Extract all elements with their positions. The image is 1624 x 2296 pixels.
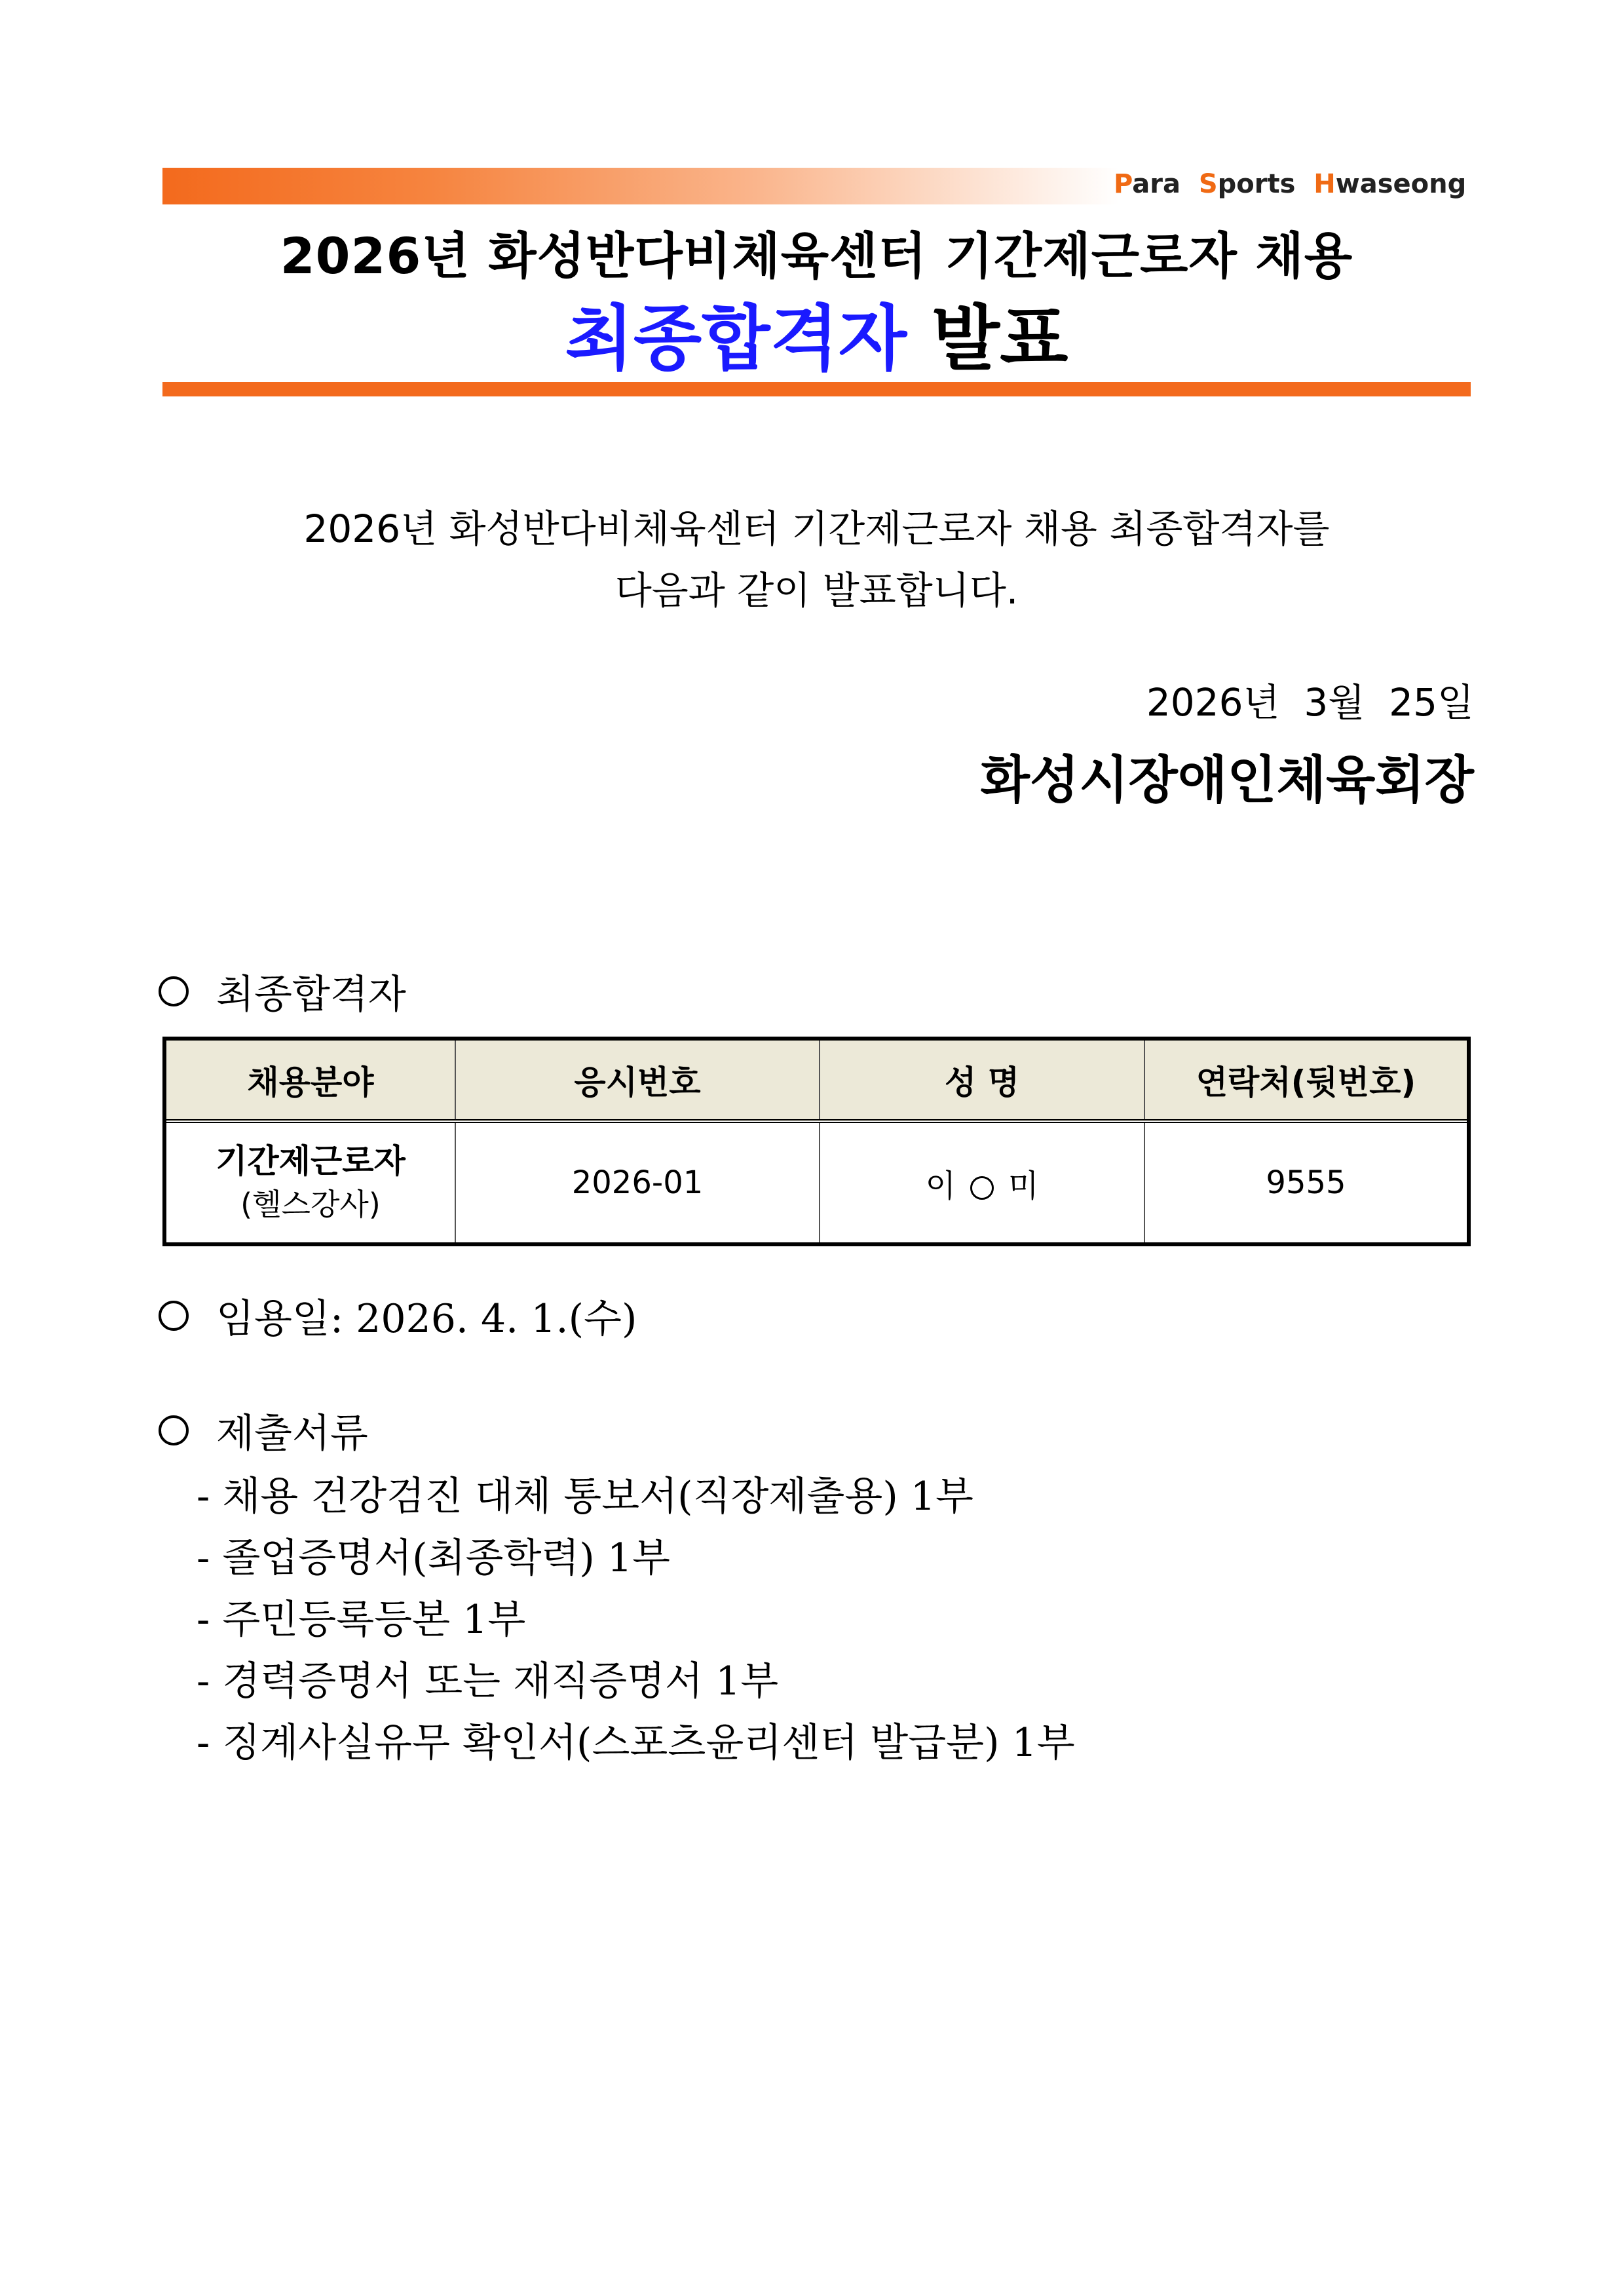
section-documents	[159, 1402, 368, 1459]
section-finalists	[159, 963, 406, 1020]
appointment-date: 임용일: 2026. 4. 1.(수)	[216, 1296, 637, 1342]
organization-name: 화성시장애인체육회장	[980, 751, 1474, 810]
table-header-cell: 연락처(뒷번호)	[1144, 1041, 1467, 1121]
brand-letter-h: H	[1313, 169, 1336, 199]
header-divider	[162, 382, 1471, 396]
cell-exam-no: 2026-01	[455, 1121, 820, 1242]
cell-name	[820, 1121, 1144, 1242]
finalists-table	[162, 1037, 1471, 1246]
field-sub: (헬스강사)	[240, 1187, 381, 1222]
table-header-cell: 채용분야	[166, 1041, 455, 1121]
subtitle-highlight: 최종합격자	[565, 298, 907, 380]
brand-letter-s: S	[1198, 169, 1218, 199]
page-subtitle	[162, 282, 1471, 383]
circle-bullet-icon	[159, 976, 189, 1006]
document-item: - 징계사실유무 확인서(스포츠윤리센터 발급분) 1부	[197, 1720, 1075, 1766]
section-appointment	[159, 1288, 637, 1344]
section-documents-title: 제출서류	[216, 1411, 368, 1457]
field-main: 기간제근로자	[216, 1142, 406, 1180]
brand-word-hwaseong: waseong	[1335, 169, 1467, 199]
subtitle-rest: 발표	[931, 298, 1068, 380]
table-header-cell: 응시번호	[455, 1041, 820, 1121]
document-item: - 경력증명서 또는 재직증명서 1부	[197, 1658, 779, 1704]
table-header-cell: 성 명	[820, 1041, 1144, 1121]
circle-bullet-icon	[159, 1301, 189, 1331]
section-finalists-title: 최종합격자	[216, 972, 406, 1018]
circle-bullet-icon	[159, 1415, 189, 1445]
brand-word-sports: ports	[1217, 169, 1296, 199]
cell-contact: 9555	[1266, 1164, 1346, 1201]
name-last: 미	[1008, 1167, 1039, 1204]
brand-letter-p: P	[1114, 169, 1133, 199]
header-gradient-band	[162, 168, 1119, 204]
intro-line-1: 2026년 화성반다비체육센터 기간제근로자 채용 최종합격자를	[303, 507, 1330, 551]
brand-logo-text	[1114, 169, 1467, 199]
document-item: - 채용 건강검진 대체 통보서(직장제출용) 1부	[197, 1474, 973, 1520]
announcement-date: 2026년 3월 25일	[1146, 680, 1474, 725]
page-title: 2026년 화성반다비체육센터 기간제근로자 채용	[280, 227, 1353, 285]
table-header-row	[166, 1041, 1467, 1121]
brand-word-para: ara	[1132, 169, 1180, 199]
intro-text	[162, 498, 1471, 621]
name-first: 이	[925, 1167, 956, 1204]
cell-field	[166, 1121, 455, 1242]
intro-line-2: 다음과 같이 발표합니다.	[614, 568, 1019, 613]
table-row	[166, 1121, 1467, 1242]
document-item: - 졸업증명서(최종학력) 1부	[197, 1535, 671, 1581]
document-item: - 주민등록등본 1부	[197, 1597, 526, 1643]
masked-circle-icon	[970, 1176, 994, 1200]
